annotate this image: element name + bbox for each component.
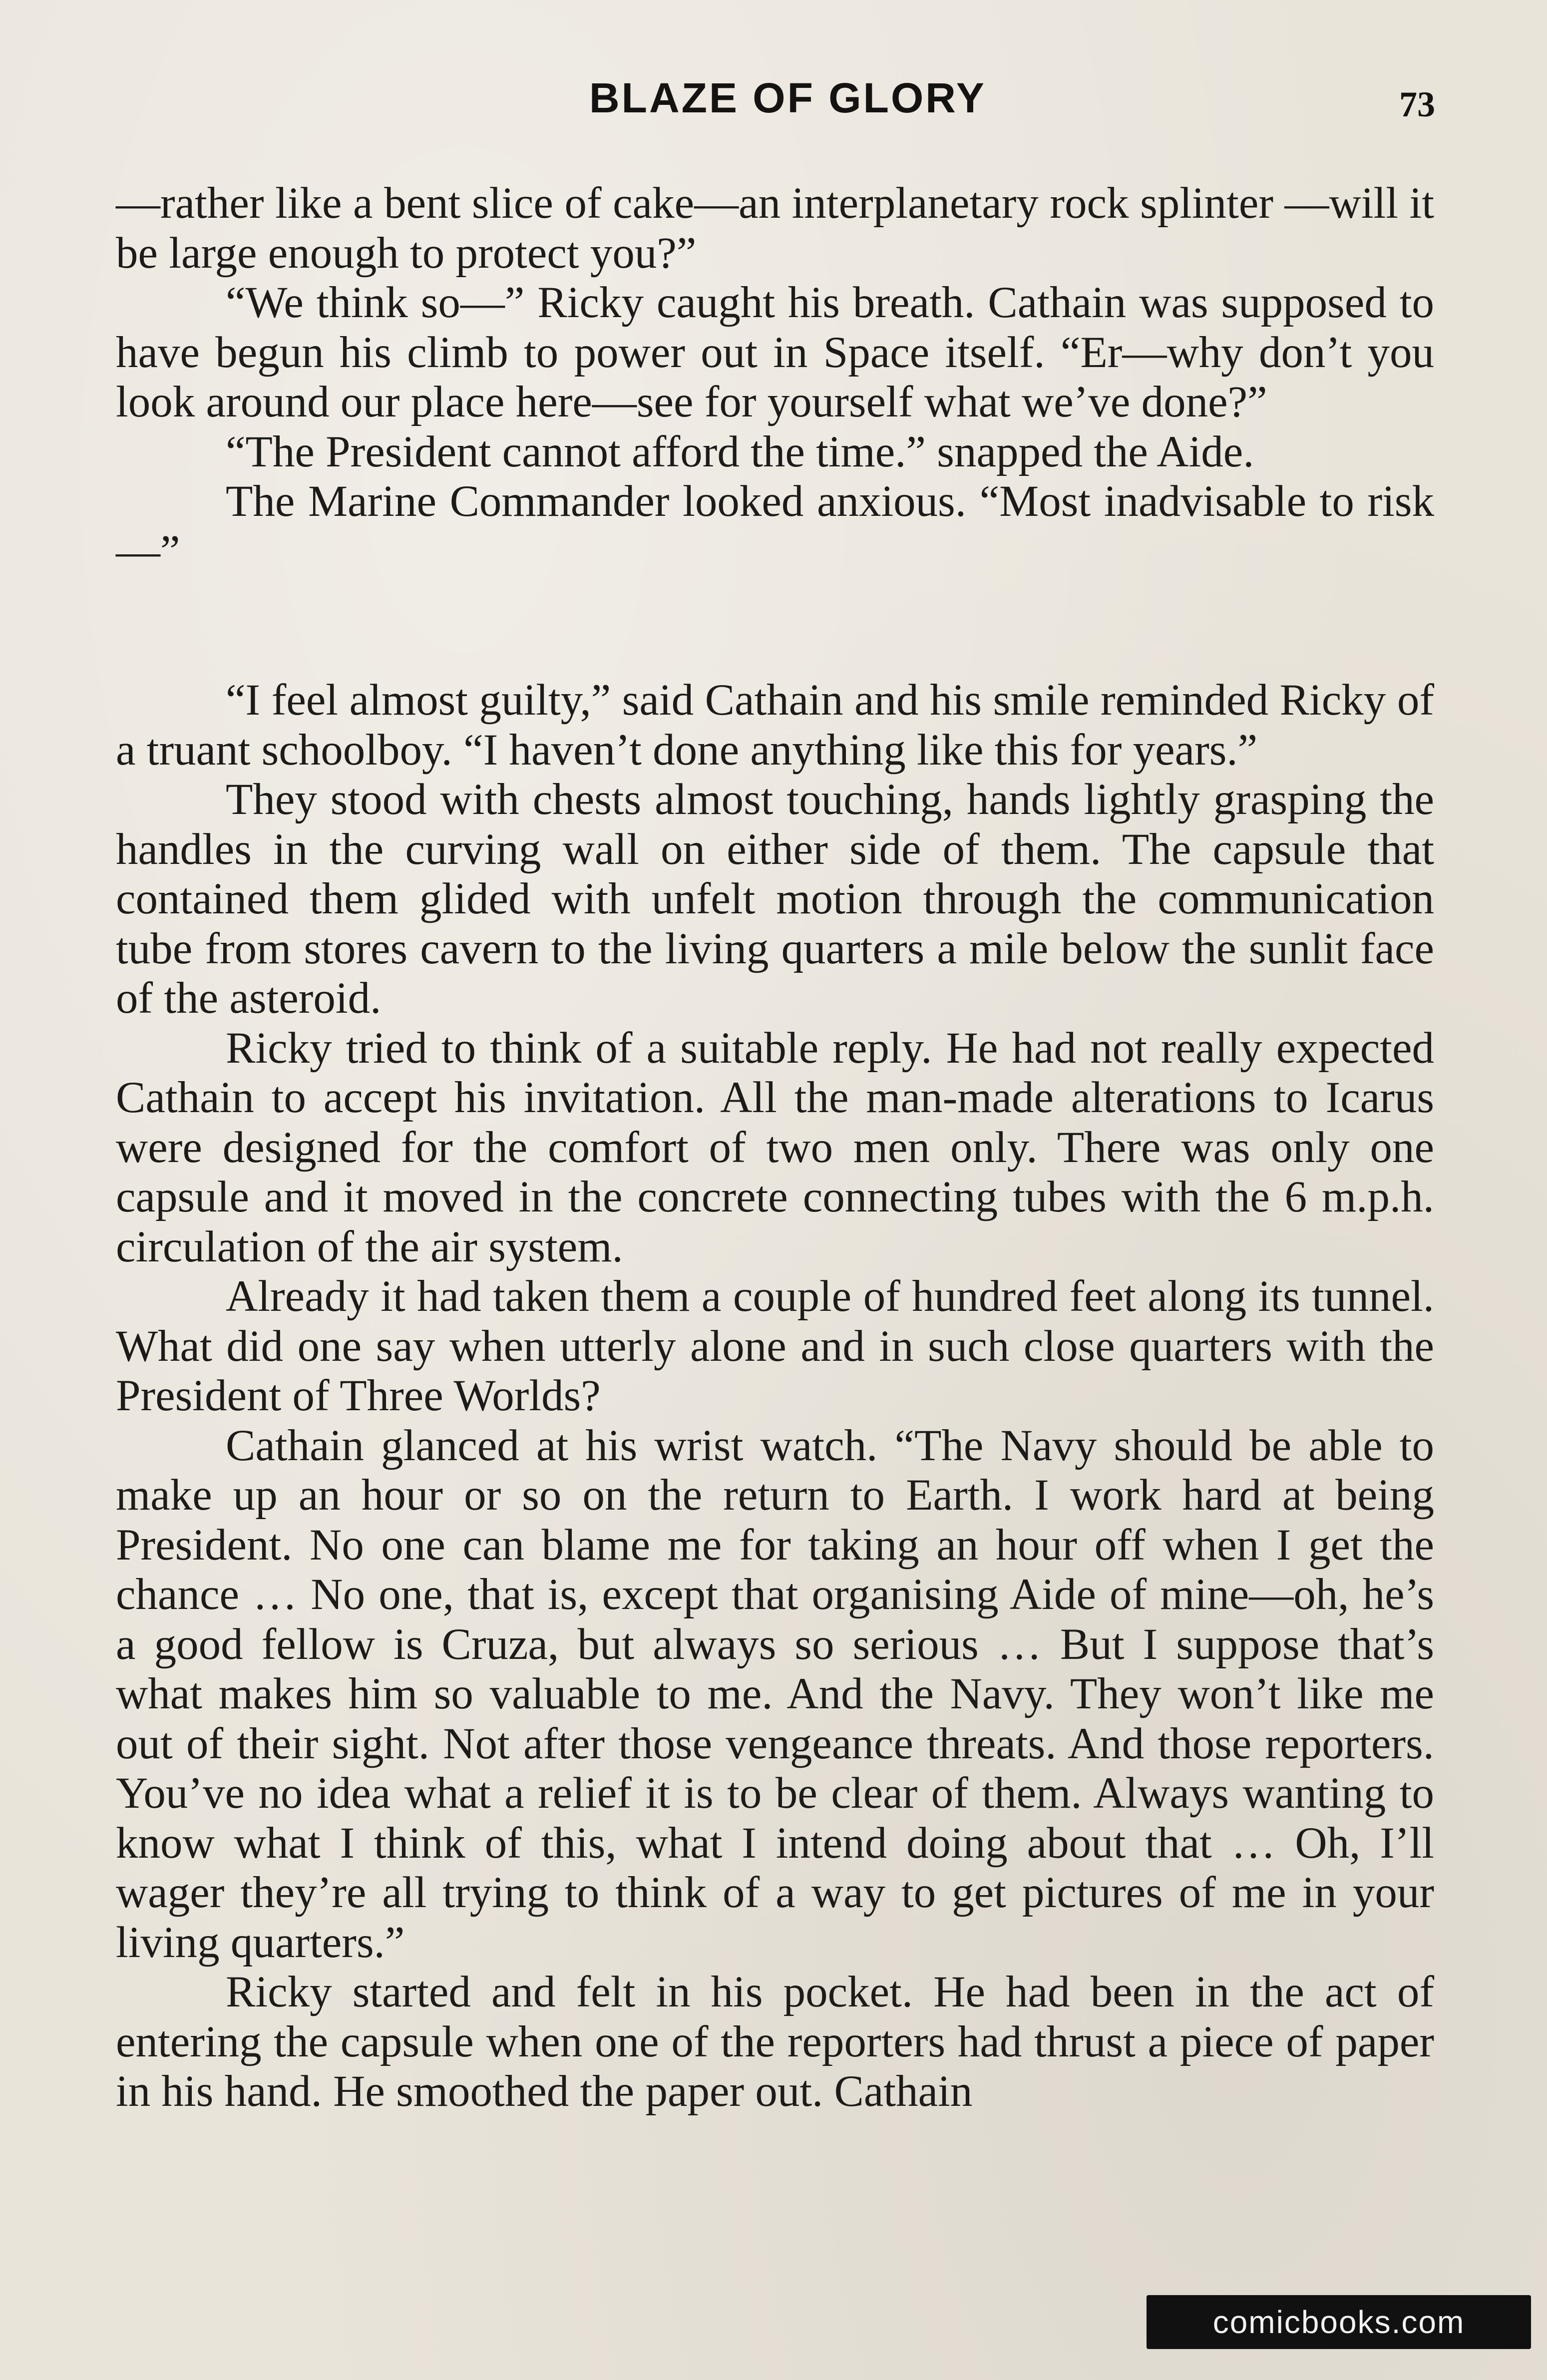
watermark-logo: comicbooks.com [1147,2295,1531,2349]
body-text [116,179,1434,2117]
paragraph: “I feel almost guilty,” said Cathain and his smile reminded Ricky of a truant schoolboy. “I haven’t done anything like this for years.” [116,676,1434,775]
paragraph: “We think so—” Ricky caught his breath. Cathain was supposed to have begun his climb to power out in Space itself. “Er—why don’t you look around our place here—see for yourself what we’ve done?” [116,278,1434,426]
paragraph: “The President cannot afford the time.” snapped the Aide. [226,427,1254,476]
running-title: BLAZE OF GLORY [589,74,986,121]
paragraph: They stood with chests almost touching, hands lightly grasping the handles in the curving wall on either side of them. The capsule that contained them glided with unfelt motion through the communication tube from stores cavern to the living quarters a mile below the sunlit face of the asteroid. [116,775,1434,1023]
paragraph: —rather like a bent slice of cake—an interplanetary rock splinter —will it be large enough to protect you?” [116,179,1434,278]
paragraph: Ricky started and felt in his pocket. He had been in the act of entering the capsule when one of the reporters had thrust a piece of paper in his hand. He smoothed the paper out. Cathain [116,1968,1434,2116]
paragraph: Cathain glanced at his wrist watch. “The Navy should be able to make up an hour or so on the return to Earth. I work hard at being President. No one can blame me for taking an hour off when I get the chance … No one, that is, except that organising Aide of mine—oh, he’s a good fellow is Cruza, but always so serious … But I suppose that’s what makes him so valuable to me. And the Navy. They won’t like me out of their sight. Not after those vengeance threats. And those reporters. You’ve no idea what a relief it is to be clear of them. Always wanting to know what I think of this, what I intend doing about that … Oh, I’ll wager they’re all trying to think of a way to get pictures of me in your living quarters.” [116,1421,1434,1967]
paragraph: Ricky tried to think of a suitable reply. He had not really expected Cathain to accept his invitation. All the man-made alterations to Icarus were designed for the comfort of two men only. There was only one capsule and it moved in the concrete connecting tubes with the 6 m.p.h. circulation of the air system. [116,1023,1434,1271]
paragraph: Already it had taken them a couple of hundred feet along its tunnel. What did one say when utterly alone and in such close quarters with the President of Three Worlds? [116,1272,1434,1420]
paragraph: The Marine Commander looked anxious. “Most inadvisable to risk—” [116,477,1434,576]
page-number: 73 [1399,84,1435,124]
scene-break [116,576,1434,676]
